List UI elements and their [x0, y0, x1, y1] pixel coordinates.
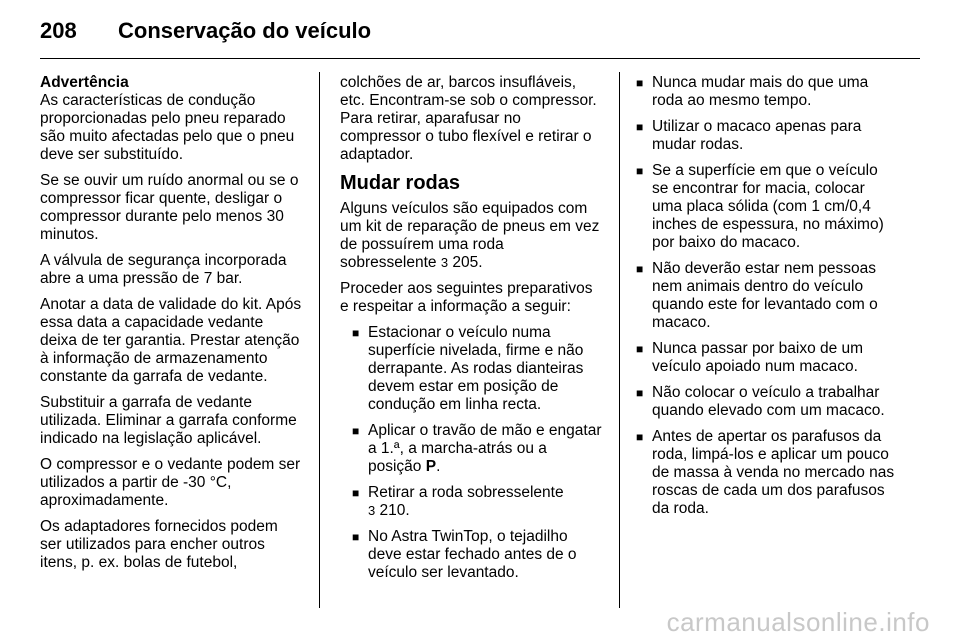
- paragraph: O compressor e o vedante podem ser utilizados a partir de -30 °C, aproximadamente.: [40, 456, 301, 509]
- list-item: ■ Utilizar o macaco apenas para mudar rodas.: [636, 118, 898, 154]
- list-item-text: Retirar a roda sobresselente: [368, 484, 564, 501]
- list-item: [352, 422, 602, 476]
- list-item: ■ No Astra TwinTop, o tejadilho deve estar fechado antes de o veículo ser levantado.: [352, 528, 602, 582]
- chapter-title: Conservação do veículo: [118, 18, 372, 43]
- list-item: ■ Não colocar o veículo a trabalhar quando elevado com um macaco.: [636, 384, 898, 420]
- paragraph: Substituir a garrafa de vedante utilizada. Eliminar a garrafa conforme indicado na legislação aplicável.: [40, 394, 297, 447]
- page-ref-link[interactable]: 205.: [452, 254, 483, 271]
- paragraph: Os adaptadores fornecidos podem ser utilizados para encher outros itens, p. ex. bolas de futebol,: [40, 518, 278, 571]
- paragraph: [340, 200, 602, 272]
- warning-title: Advertência: [40, 74, 129, 91]
- list-item: ■ Estacionar o veículo numa superfície nivelada, firme e não derrapante. As rodas dianteiras devem estar em posição de condução em linha recta.: [352, 324, 602, 414]
- page-ref-icon: 3: [440, 255, 449, 270]
- paragraph: Proceder aos seguintes preparativos e respeitar a informação a seguir:: [340, 280, 593, 315]
- bullet-list: [636, 74, 898, 518]
- gear-position-p: P: [425, 458, 437, 475]
- list-item-text: Aplicar o travão de mão e engatar a 1.ª, a marcha-atrás ou a posição: [368, 422, 602, 475]
- section-heading: Mudar rodas: [340, 172, 461, 194]
- page-number: 208: [40, 18, 77, 43]
- bullet-list: [352, 324, 602, 582]
- header-rule: [40, 58, 920, 59]
- intro-text: Alguns veículos são equipados com um kit de reparação de pneus em vez de possuírem uma roda sobresselente: [340, 200, 600, 271]
- warning-block: [40, 74, 302, 164]
- paragraph: Anotar a data de validade do kit. Após essa data a capacidade vedante deixa de ter garantia. Prestar atenção à informação de armazenamento constante da garrafa de vedante.: [40, 296, 302, 385]
- paragraph: Se se ouvir um ruído anormal ou se o compressor ficar quente, desligar o compressor durante pelo menos 30 minutos.: [40, 172, 299, 243]
- watermark: carmanualsonline.info: [666, 607, 930, 637]
- list-item: ■ Antes de apertar os parafusos da roda, limpá-los e aplicar um pouco de massa à venda no mercado nas roscas de cada um dos parafusos da roda.: [636, 428, 898, 518]
- column-2: [340, 74, 602, 590]
- list-item: ■ Se a superfície em que o veículo se encontrar for macia, colocar uma placa sólida (com 1 cm/0,4 inches de espessura, no máximo) por baixo do macaco.: [636, 162, 898, 252]
- paragraph: A válvula de segurança incorporada abre a uma pressão de 7 bar.: [40, 252, 287, 287]
- column-3: [636, 74, 898, 526]
- page-header: [40, 18, 371, 48]
- list-item: [352, 484, 602, 520]
- warning-text: As características de condução proporcionadas pelo pneu reparado são muito afectadas pelo que o pneu deve ser substituído.: [40, 92, 295, 163]
- column-1: [40, 74, 302, 580]
- column-divider-1: [319, 72, 320, 608]
- list-item: ■ Não deverão estar nem pessoas nem animais dentro do veículo quando este for levantado com o macaco.: [636, 260, 898, 332]
- page-ref-link[interactable]: 210.: [379, 502, 410, 519]
- list-item: ■ Nunca mudar mais do que uma roda ao mesmo tempo.: [636, 74, 898, 110]
- paragraph: colchões de ar, barcos insufláveis, etc. Encontram-se sob o compressor. Para retirar, aparafusar no compressor o tubo flexível e retirar o adaptador.: [340, 74, 597, 163]
- page-ref-icon: 3: [368, 503, 376, 518]
- list-item-end: .: [436, 458, 441, 475]
- list-item: ■ Nunca passar por baixo de um veículo apoiado num macaco.: [636, 340, 898, 376]
- column-divider-2: [619, 72, 620, 608]
